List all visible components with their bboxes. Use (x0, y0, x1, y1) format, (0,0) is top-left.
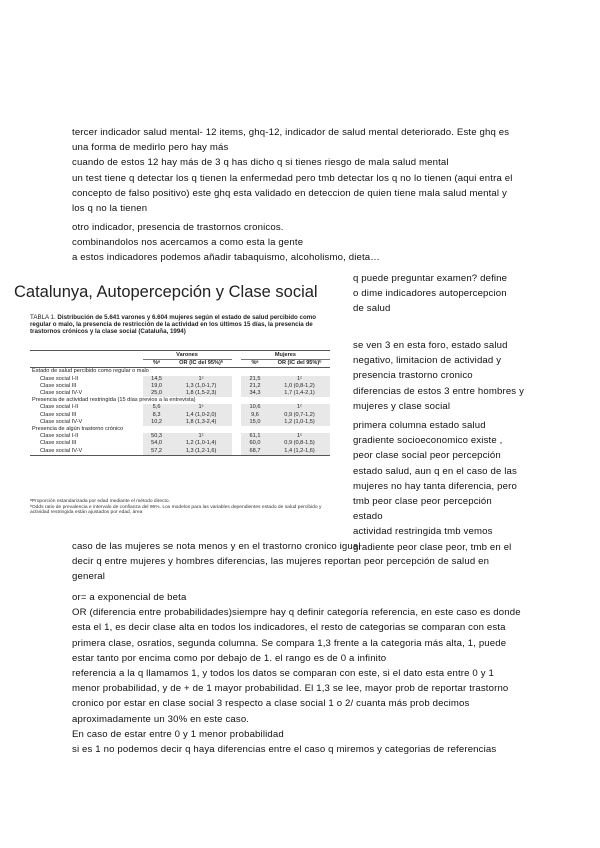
table-row (30, 433, 330, 440)
text-line: peor clase social peor percepción (353, 450, 501, 462)
row-label: Clase social III (40, 411, 77, 418)
women-odds-ratio: 1ᶜ (269, 376, 330, 383)
group-header-women: Mujeres (241, 351, 330, 360)
table-row (30, 448, 330, 456)
section-title: Presencia de actividad restringida (15 días previos a la entrevista) (32, 397, 196, 404)
men-percent: 8,3 (143, 412, 171, 419)
men-odds-ratio: 1ᶜ (171, 404, 232, 411)
men-percent: 54,0 (143, 440, 171, 447)
men-percent: 5,6 (143, 404, 171, 411)
women-percent: 15,0 (241, 419, 269, 426)
notes-paragraph-3 (72, 539, 542, 585)
men-percent: 50,3 (143, 433, 171, 440)
text-line: actividad restringida tmb vemos (353, 526, 493, 538)
table-row (30, 440, 330, 447)
group-header-men: Varones (143, 351, 232, 360)
text-line: q puede preguntar examen? define (353, 273, 508, 284)
text-line: OR (diferencia entre probabilidades)siempre hay q definir categoría referencia, en este caso es donde (72, 607, 521, 619)
text-line: mujeres y clase social (353, 400, 451, 412)
men-odds-ratio: 1ᶜ (171, 433, 232, 440)
table-caption-lead: TABLA 1. (30, 314, 56, 321)
women-odds-ratio: 0,9 (0,7-1,2) (269, 412, 330, 419)
text-line: primera clase, osratios, segunda columna. Se compara 1,3 frente a la categoria más alta, 1, puede (72, 637, 507, 649)
text-line: estado salud, aun q en el caso de las (353, 465, 517, 477)
section-title: Estado de salud percibido como regular o malo (32, 368, 149, 375)
notes-paragraph-1 (72, 125, 532, 216)
data-table (30, 350, 330, 456)
women-odds-ratio: 1,7 (1,4-2,1) (269, 390, 330, 397)
row-label: Clase social III (40, 440, 77, 447)
text-line: gradiente peor clase peor, tmb en el (353, 541, 512, 553)
notes-paragraph-4 (72, 590, 542, 757)
side-note-2 (353, 338, 553, 414)
men-percent: 19,0 (143, 383, 171, 390)
text-line: tmb peor clase peor percepción (353, 496, 492, 508)
table-row (30, 376, 330, 383)
text-line: gradiente socioeconomico existe , (353, 435, 503, 447)
text-line: cuando de estos 12 hay más de 3 q has dicho q si tienes riesgo de mala salud mental (72, 157, 449, 169)
side-note-3 (353, 418, 553, 555)
women-percent: 10,6 (241, 404, 269, 411)
side-note-1 (353, 271, 553, 317)
section-title: Presencia de algún trastorno crónico (32, 426, 124, 433)
text-line: diferencias de estos 3 entre hombres y (353, 385, 525, 397)
column-header: OR (IC del 95%)ᵇ (171, 360, 232, 368)
row-label: Clase social IV-V (40, 418, 83, 425)
men-odds-ratio: 1,3 (1,0-1,7) (171, 383, 232, 390)
text-line: referencia a la q llamamos 1, y todos los datos se comparan con este, si el dato esta entre 0 y 1 (72, 668, 494, 680)
slide-image (14, 282, 326, 527)
men-odds-ratio: 1,3 (1,2-1,6) (171, 448, 232, 456)
table-row (30, 419, 330, 426)
table-caption-text: Distribución de 5.641 varones y 6.604 mujeres según el estado de salud percibido como regular o malo, la presencia de restricción de la actividad en los últimos 15 días, la presencia de trastornos crónicos y la clase social (Cataluña, 1994) (30, 314, 317, 335)
text-line: general (72, 571, 106, 583)
men-percent: 57,2 (143, 448, 171, 456)
men-odds-ratio: 1,4 (1,0-2,0) (171, 412, 232, 419)
women-percent: 9,6 (241, 412, 269, 419)
text-line: de salud (353, 303, 391, 315)
men-percent: 14,5 (143, 376, 171, 383)
row-label: Clase social IV-V (30, 448, 143, 456)
row-label: Clase social III (40, 382, 77, 389)
men-percent: 10,2 (143, 419, 171, 426)
footnote: ᵃProporción estandarizada por edad mediante el método directo. (30, 499, 170, 504)
women-percent: 21,2 (241, 383, 269, 390)
men-percent: 25,0 (143, 390, 171, 397)
text-line: concepto de falso positivo) este ghq esta validado en deteccion de quien tiene mala salud mental y (72, 187, 507, 199)
text-line: En caso de estar entre 0 y 1 menor probabilidad (72, 728, 284, 740)
column-header: %ᵃ (241, 360, 269, 368)
text-line: decir q entre mujeres y hombres diferencias, las mujeres reportan peor percepción de salud en (72, 556, 490, 568)
text-line: negativo, limitacion de actividad y (353, 355, 502, 367)
text-line: tercer indicador salud mental- 12 items, ghq-12, indicador de salud mental deteriorado. Este ghq es (72, 127, 510, 138)
row-label: Clase social I-II (40, 433, 79, 440)
row-label: Clase social I-II (40, 375, 79, 382)
row-label: Clase social IV-V (40, 390, 83, 397)
table-row (30, 390, 330, 397)
row-label: Clase social I-II (40, 404, 79, 411)
slide-title: Catalunya, Autopercepción y Clase social (14, 283, 318, 301)
men-odds-ratio: 1,2 (1,0-1,4) (171, 440, 232, 447)
table-row (30, 383, 330, 390)
text-line: a estos indicadores podemos añadir tabaquismo, alcoholismo, dieta… (72, 252, 381, 264)
women-percent: 60,0 (241, 440, 269, 447)
text-line: los q no la tienen (72, 203, 148, 215)
text-line: cronico por estar en clase social 3 respecto a clase social 1 o 2/ cuanta más prob decimos (72, 698, 470, 710)
column-header: %ᵃ (143, 360, 171, 368)
men-odds-ratio: 1,8 (1,5-2,3) (171, 390, 232, 397)
notes-paragraph-2 (72, 220, 532, 266)
text-line: o dime indicadores autopercepcion (353, 288, 507, 300)
text-line: si es 1 no podemos decir q haya diferencias entre el caso q miremos y categorias de referencias (72, 744, 497, 756)
table-row (30, 404, 330, 411)
women-odds-ratio: 1ᶜ (269, 404, 330, 411)
women-percent: 68,7 (241, 448, 269, 456)
text-line: or= a exponencial de beta (72, 592, 187, 603)
men-odds-ratio: 1,8 (1,3-2,4) (171, 419, 232, 426)
women-odds-ratio: 0,9 (0,8-1,5) (269, 440, 330, 447)
table-caption (30, 315, 330, 336)
table-row (30, 412, 330, 419)
text-line: un test tiene q detectar los q tienen la enfermedad pero tmb detectar los q no lo tienen (aqui entra el (72, 172, 513, 184)
women-odds-ratio: 1,4 (1,2-1,6) (269, 448, 330, 456)
women-odds-ratio: 1ᶜ (269, 433, 330, 440)
column-header: OR (IC del 95%)ᵇ (269, 360, 330, 368)
text-line: estar tanto por encima como por debajo de 1. el rango es de 0 a infinito (72, 652, 387, 664)
text-line: aproximadamente un 30% en este caso. (72, 713, 250, 725)
text-line: caso de las mujeres se nota menos y en el trastorno cronico igual (72, 541, 361, 552)
text-line: se ven 3 en esta foro, estado salud (353, 340, 508, 351)
text-line: combinandolos nos acercamos a como esta la gente (72, 237, 304, 249)
text-line: otro indicador, presencia de trastornos cronicos. (72, 222, 284, 233)
women-odds-ratio: 1,2 (1,0-1,5) (269, 419, 330, 426)
text-line: una forma de medirlo pero hay más (72, 142, 229, 154)
footnote: ᵇOdds ratio de prevalencia e intervalo de confianza del 95%. Los modelos para las variables dependientes estado de salud percibido y actividad restringida están ajustados por edad, área (30, 504, 322, 516)
table-footnotes (30, 499, 330, 516)
text-line: estado (353, 511, 383, 523)
text-line: menor probabilidad, y de + de 1 mayor probabilidad. El 1,3 se lee, mayor prob de reportar trastorno (72, 683, 509, 695)
women-odds-ratio: 1,0 (0,8-1,2) (269, 383, 330, 390)
men-odds-ratio: 1ᶜ (171, 376, 232, 383)
text-line: mujeres no hay tanta diferencia, pero (353, 480, 517, 492)
text-line: primera columna estado salud (353, 420, 486, 431)
text-line: esta el 1, es decir clase alta en todos los indicadores, el resto de categorias se comparan con esta (72, 622, 506, 634)
text-line: presencia trastorno cronico (353, 370, 473, 382)
women-percent: 34,3 (241, 390, 269, 397)
women-percent: 21,5 (241, 376, 269, 383)
women-percent: 61,1 (241, 433, 269, 440)
